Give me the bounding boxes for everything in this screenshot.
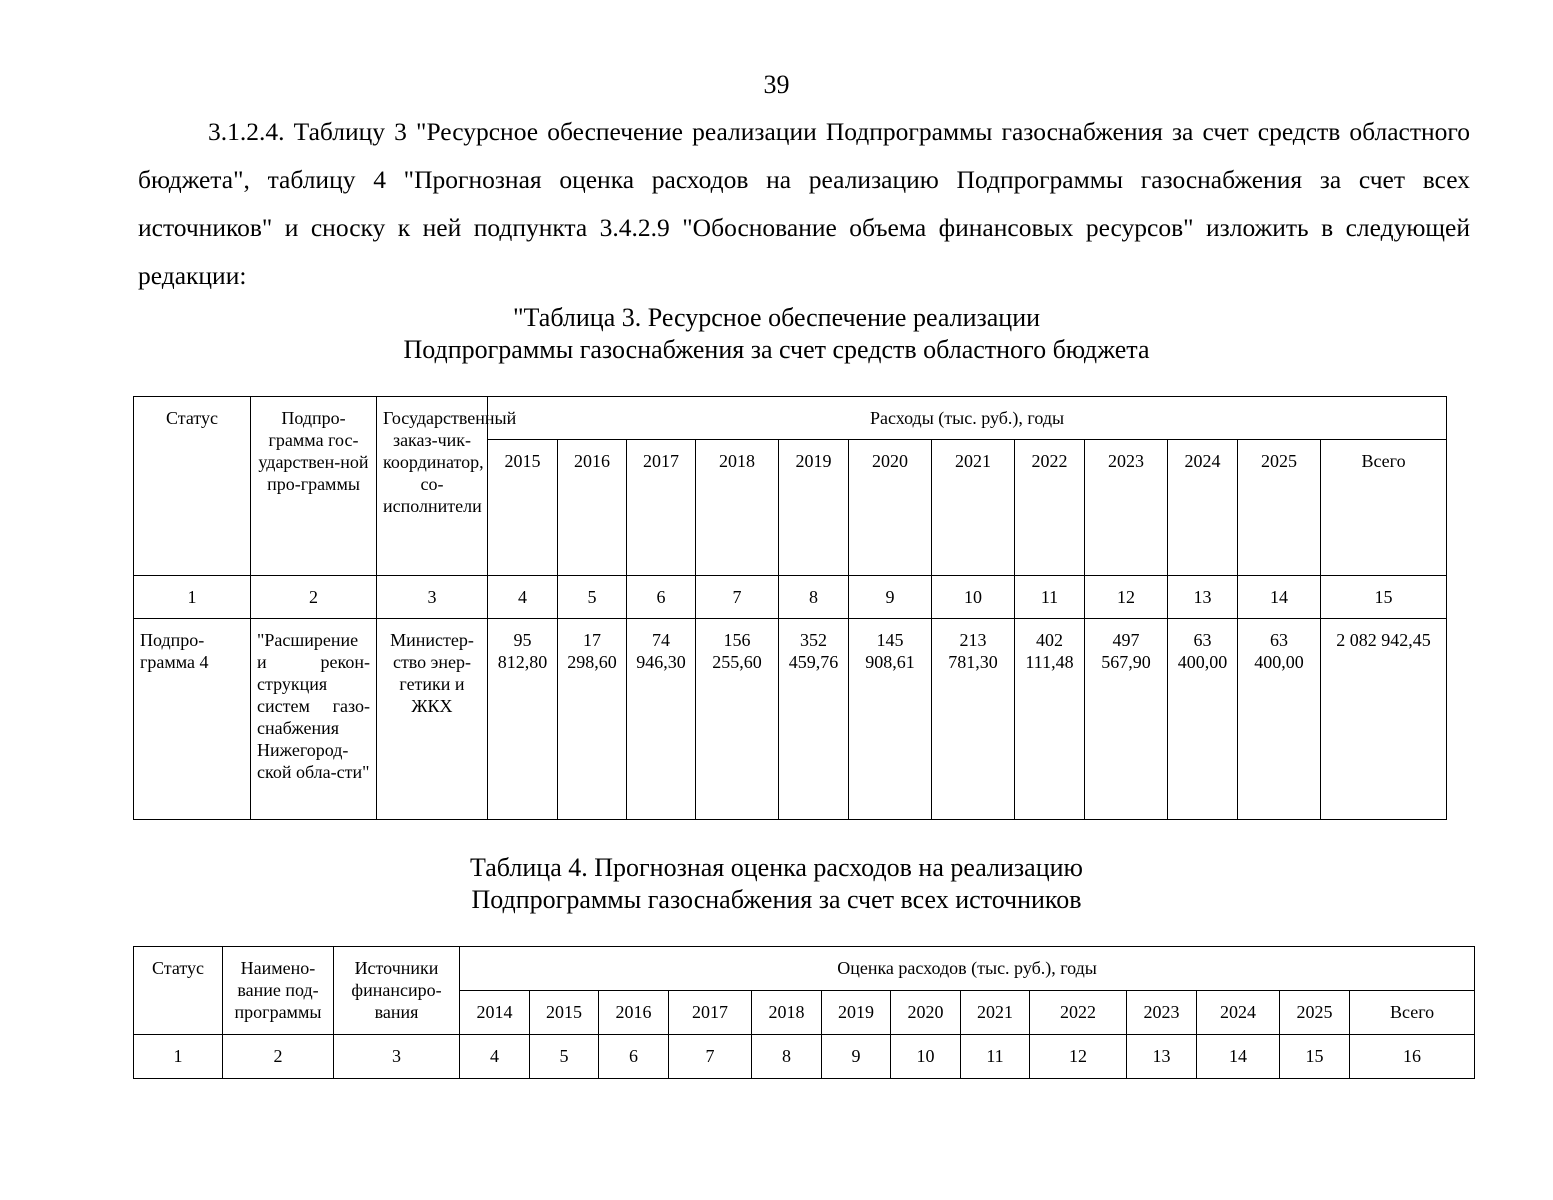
t4-year: 2024 [1197, 991, 1280, 1035]
t3-colnum: 9 [849, 576, 932, 619]
t3-colnum: 3 [377, 576, 488, 619]
t4-year: 2022 [1030, 991, 1127, 1035]
t4-colnum: 3 [334, 1035, 460, 1079]
intro-paragraph [138, 108, 1470, 300]
t3-colnum: 12 [1085, 576, 1168, 619]
page-number: 39 [763, 70, 790, 99]
t3-colnum: 5 [558, 576, 627, 619]
t4-colnum: 1 [134, 1035, 223, 1079]
t4-year: 2021 [961, 991, 1030, 1035]
t4-colnum: 5 [530, 1035, 599, 1079]
t4-colnum: 2 [223, 1035, 334, 1079]
t3-row-value: 145 908,61 [849, 619, 932, 820]
t3-header-expenses: Расходы (тыс. руб.), годы [488, 397, 1447, 440]
t4-colnum: 6 [599, 1035, 669, 1079]
t4-colnum: 14 [1197, 1035, 1280, 1079]
t4-header-status: Статус [134, 947, 223, 1035]
t3-year: 2016 [558, 440, 627, 576]
t4-colnum: 12 [1030, 1035, 1127, 1079]
t3-year: 2019 [779, 440, 849, 576]
t4-colnum: 16 [1350, 1035, 1475, 1079]
t3-header-customer: Государственный заказ-чик-координатор, со-исполнители [377, 397, 488, 576]
t3-row-subprogram: "Расширение и рекон-струкция систем газо-снабжения Нижегород-ской обла-сти" [251, 619, 377, 820]
t3-year: 2020 [849, 440, 932, 576]
table3-title-line1: "Таблица 3. Ресурсное обеспечение реализации [512, 303, 1041, 332]
table3 [133, 396, 1447, 820]
t4-total-header: Всего [1350, 991, 1475, 1035]
t3-total-header: Всего [1321, 440, 1447, 576]
t4-colnum: 7 [669, 1035, 752, 1079]
t4-year: 2025 [1280, 991, 1350, 1035]
t4-year: 2015 [530, 991, 599, 1035]
t3-year: 2015 [488, 440, 558, 576]
t3-row-value: 402 111,48 [1015, 619, 1085, 820]
t3-row-customer: Министер-ство энер-гетики и ЖКХ [377, 619, 488, 820]
table3-title [0, 302, 1553, 366]
t3-row-value: 156 255,60 [696, 619, 779, 820]
t3-year: 2025 [1238, 440, 1321, 576]
t3-colnum: 8 [779, 576, 849, 619]
t3-row-value: 74 946,30 [627, 619, 696, 820]
t4-colnum: 9 [822, 1035, 891, 1079]
t3-year: 2022 [1015, 440, 1085, 576]
t3-colnum: 11 [1015, 576, 1085, 619]
t3-year: 2023 [1085, 440, 1168, 576]
t3-row-status: Подпро-грамма 4 [134, 619, 251, 820]
t3-colnum: 4 [488, 576, 558, 619]
t3-row-value: 63 400,00 [1238, 619, 1321, 820]
t3-row-value: 17 298,60 [558, 619, 627, 820]
t4-colnum: 11 [961, 1035, 1030, 1079]
t4-colnum: 8 [752, 1035, 822, 1079]
t3-year: 2024 [1168, 440, 1238, 576]
t4-colnum: 13 [1127, 1035, 1197, 1079]
table4-title-line1: Таблица 4. Прогнозная оценка расходов на реализацию [470, 853, 1083, 882]
t3-header-status: Статус [134, 397, 251, 576]
t4-colnum: 15 [1280, 1035, 1350, 1079]
t4-year: 2020 [891, 991, 961, 1035]
t4-year: 2018 [752, 991, 822, 1035]
t4-year: 2014 [460, 991, 530, 1035]
t4-year: 2016 [599, 991, 669, 1035]
t4-year: 2017 [669, 991, 752, 1035]
table4 [133, 946, 1475, 1079]
t4-header-name: Наимено-вание под-программы [223, 947, 334, 1035]
t4-colnum: 4 [460, 1035, 530, 1079]
t4-year: 2023 [1127, 991, 1197, 1035]
t4-colnum: 10 [891, 1035, 961, 1079]
t3-colnum: 1 [134, 576, 251, 619]
t4-header-sources: Источники финансиро-вания [334, 947, 460, 1035]
t3-year: 2021 [932, 440, 1015, 576]
t3-colnum: 2 [251, 576, 377, 619]
t3-row-value: 63 400,00 [1168, 619, 1238, 820]
t3-row-value: 497 567,90 [1085, 619, 1168, 820]
t3-row-value: 95 812,80 [488, 619, 558, 820]
t4-year: 2019 [822, 991, 891, 1035]
t3-colnum: 14 [1238, 576, 1321, 619]
t3-year: 2018 [696, 440, 779, 576]
t3-row-total: 2 082 942,45 [1321, 619, 1447, 820]
t3-year: 2017 [627, 440, 696, 576]
t3-colnum: 10 [932, 576, 1015, 619]
intro-paragraph-text: 3.1.2.4. Таблицу 3 "Ресурсное обеспечение реализации Подпрограммы газоснабжения за счет средств областного бюджета", таблицу 4 "Прогнозная оценка расходов на реализацию Подпрограммы газоснабжения за счет всех источников" и сноску к ней подпункта 3.4.2.9 "Обоснование объема финансовых ресурсов" изложить в следующей редакции: [138, 117, 1470, 290]
t4-header-expenses: Оценка расходов (тыс. руб.), годы [460, 947, 1475, 991]
table3-title-line2: Подпрограммы газоснабжения за счет средств областного бюджета [403, 335, 1150, 364]
t3-colnum: 13 [1168, 576, 1238, 619]
t3-header-subprogram: Подпро-грамма гос-ударствен-ной про-граммы [251, 397, 377, 576]
t3-row-value: 213 781,30 [932, 619, 1015, 820]
t3-colnum: 7 [696, 576, 779, 619]
t3-colnum: 15 [1321, 576, 1447, 619]
t3-colnum: 6 [627, 576, 696, 619]
t3-row-value: 352 459,76 [779, 619, 849, 820]
table4-title-line2: Подпрограммы газоснабжения за счет всех источников [471, 885, 1082, 914]
table4-title [0, 852, 1553, 916]
